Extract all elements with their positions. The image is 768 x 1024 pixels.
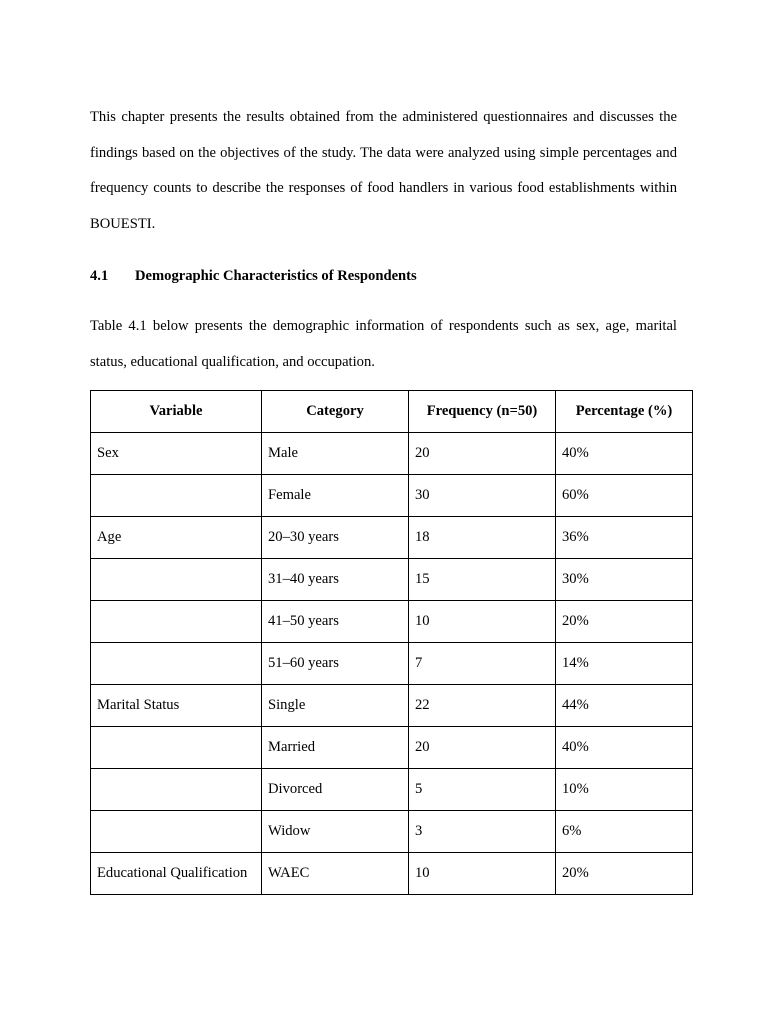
cell-variable: [91, 643, 262, 685]
cell-frequency: 7: [409, 643, 556, 685]
cell-variable: [91, 769, 262, 811]
cell-category: 51–60 years: [262, 643, 409, 685]
cell-frequency: 15: [409, 559, 556, 601]
cell-frequency: 18: [409, 517, 556, 559]
cell-percentage: 60%: [556, 475, 693, 517]
cell-variable: Educational Qualification: [91, 853, 262, 895]
cell-percentage: 20%: [556, 601, 693, 643]
cell-frequency: 5: [409, 769, 556, 811]
cell-percentage: 36%: [556, 517, 693, 559]
cell-frequency: 30: [409, 475, 556, 517]
cell-frequency: 20: [409, 727, 556, 769]
table-row: [91, 475, 693, 517]
table-row: [91, 811, 693, 853]
cell-percentage: 40%: [556, 433, 693, 475]
cell-percentage: 44%: [556, 685, 693, 727]
intro-paragraph: This chapter presents the results obtained from the administered questionnaires and discusses the findings based on the objectives of the study. The data were analyzed using simple percentages and frequency counts to describe the responses of food handlers in various food establishments within BOUESTI.: [90, 109, 677, 232]
cell-variable: Sex: [91, 433, 262, 475]
cell-percentage: 6%: [556, 811, 693, 853]
section-paragraph: Table 4.1 below presents the demographic information of respondents such as sex, age, marital status, educational qualification, and occupation.: [90, 318, 677, 370]
cell-variable: [91, 811, 262, 853]
section-heading: [90, 264, 417, 288]
cell-frequency: 22: [409, 685, 556, 727]
table-row: [91, 433, 693, 475]
cell-category: Female: [262, 475, 409, 517]
cell-percentage: 40%: [556, 727, 693, 769]
table-row: [91, 517, 693, 559]
cell-category: Male: [262, 433, 409, 475]
cell-percentage: 30%: [556, 559, 693, 601]
cell-variable: [91, 727, 262, 769]
cell-frequency: 3: [409, 811, 556, 853]
cell-percentage: 10%: [556, 769, 693, 811]
table-row: [91, 685, 693, 727]
cell-frequency: 10: [409, 601, 556, 643]
cell-category: 41–50 years: [262, 601, 409, 643]
table-header-row: [91, 391, 693, 433]
demographics-table: [90, 390, 693, 895]
cell-percentage: 20%: [556, 853, 693, 895]
section-title: Demographic Characteristics of Respondents: [135, 268, 417, 284]
cell-category: Single: [262, 685, 409, 727]
cell-category: Divorced: [262, 769, 409, 811]
cell-variable: Marital Status: [91, 685, 262, 727]
table-row: [91, 769, 693, 811]
cell-category: 20–30 years: [262, 517, 409, 559]
cell-variable: [91, 475, 262, 517]
header-percentage: Percentage (%): [556, 391, 693, 433]
cell-frequency: 10: [409, 853, 556, 895]
cell-category: Widow: [262, 811, 409, 853]
table-row: [91, 643, 693, 685]
section-number: 4.1: [90, 268, 109, 284]
cell-category: WAEC: [262, 853, 409, 895]
header-variable: Variable: [91, 391, 262, 433]
cell-variable: [91, 601, 262, 643]
cell-category: Married: [262, 727, 409, 769]
cell-frequency: 20: [409, 433, 556, 475]
header-frequency: Frequency (n=50): [409, 391, 556, 433]
cell-category: 31–40 years: [262, 559, 409, 601]
cell-percentage: 14%: [556, 643, 693, 685]
table-row: [91, 559, 693, 601]
cell-variable: Age: [91, 517, 262, 559]
cell-variable: [91, 559, 262, 601]
table-row: [91, 727, 693, 769]
table-row: [91, 601, 693, 643]
header-category: Category: [262, 391, 409, 433]
table-row: [91, 853, 693, 895]
